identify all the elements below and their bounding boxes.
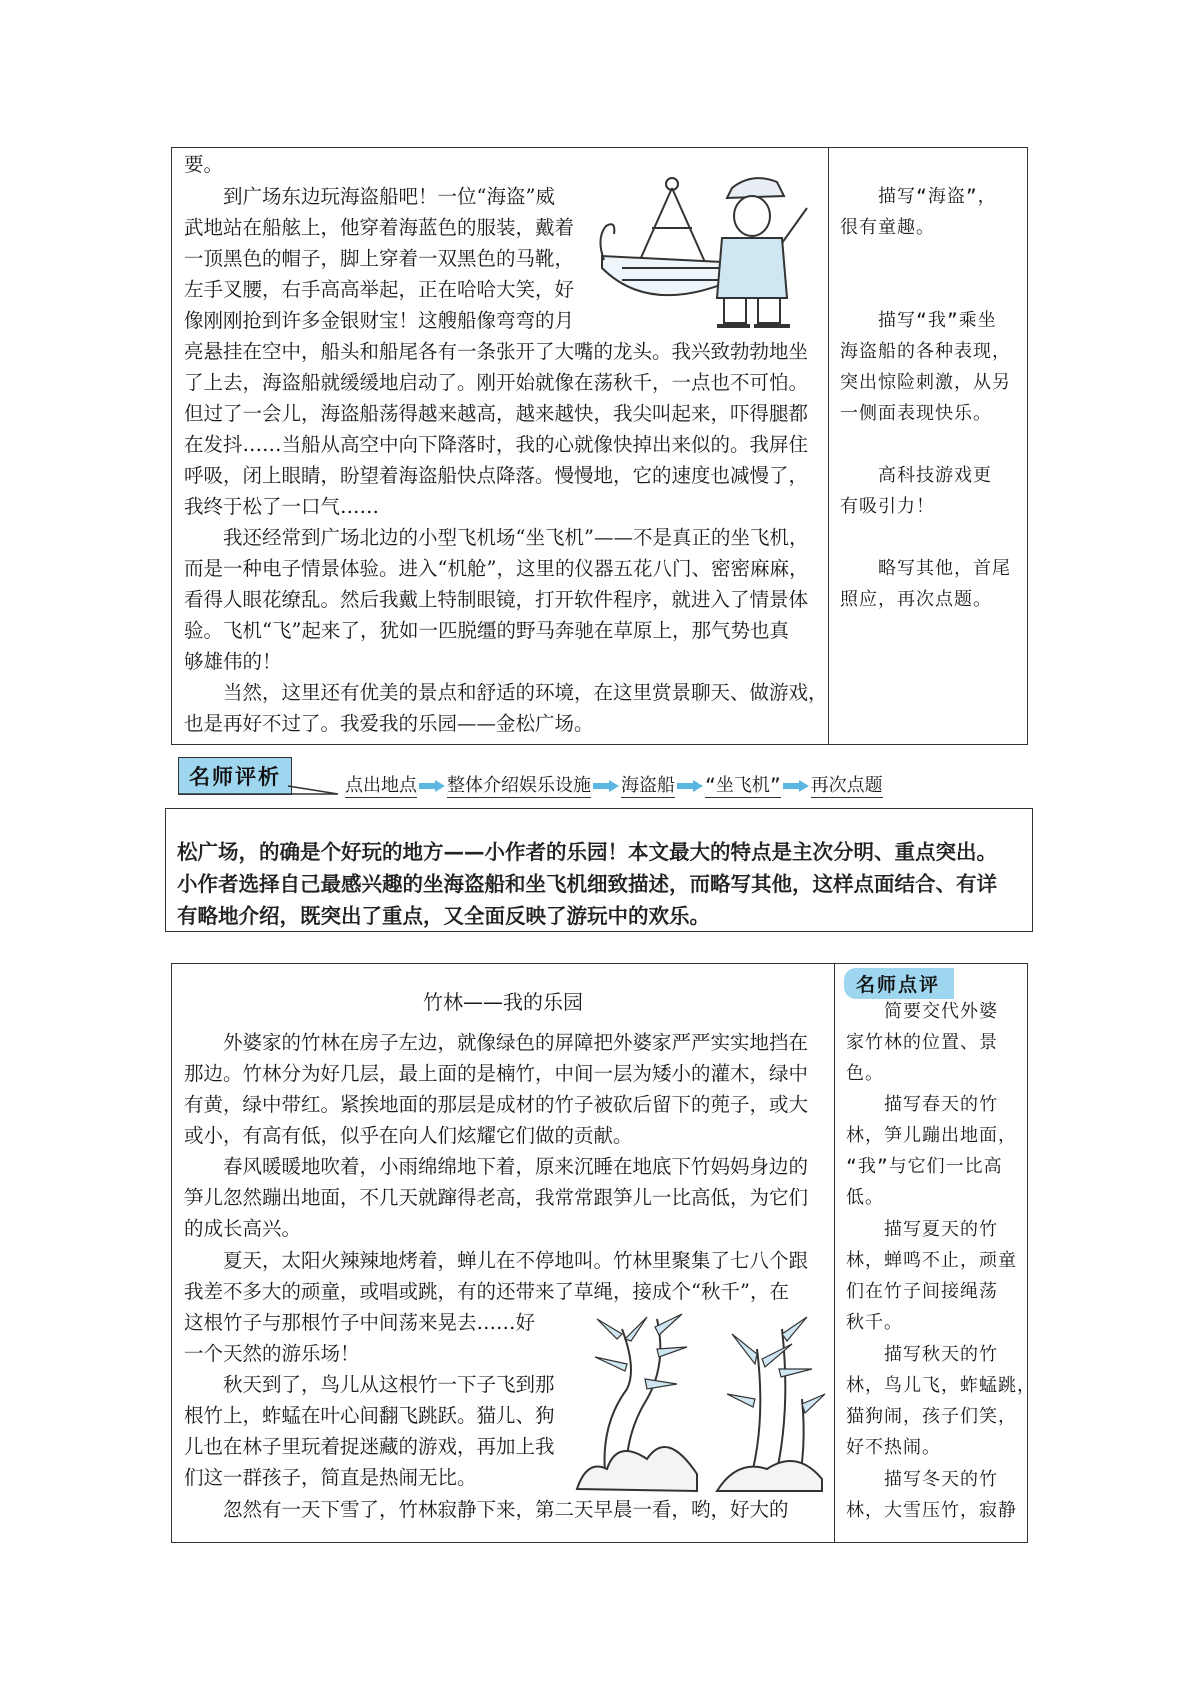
text-line: 春风暖暖地吹着，小雨绵绵地下着，原来沉睡在地底下竹妈妈身边的 [184,1155,809,1178]
text-line: 呼吸，闭上眼睛，盼望着海盗船快点降落。慢慢地，它的速度也减慢了， [184,464,809,487]
comment-text: 描写春天的竹 林，笋儿蹦出地面， “我”与它们一比高 低。 [846,1094,1017,1208]
right-arrow-icon [593,780,619,792]
text-line: 但过了一会儿，海盗船荡得越来越高，越来越快，我尖叫起来，吓得腿都 [184,402,809,425]
comment-column [834,964,835,1542]
flow-step: 整体介绍娱乐设施 [447,775,591,796]
comment-text: 略写其他，首尾 照应，再次点题。 [840,558,1011,610]
text-line: 我终于松了一口气…… [184,495,380,518]
text-line: 夏天，太阳火辣辣地烤着，蝉儿在不停地叫。竹林里聚集了七八个跟 [184,1249,809,1272]
comment-text: 描写“海盗”， 很有童趣。 [840,186,997,238]
text-line: 亮悬挂在空中，船头和船尾各有一条张开了大嘴的龙头。我兴致勃勃地坐 [184,340,809,363]
essay-box-2 [171,963,1036,1543]
text-line: 要。 [184,153,224,176]
flow-step: 海盗船 [621,775,675,796]
flow-step: 点出地点 [345,775,417,796]
flow-step: 再次点题 [810,775,883,796]
text-line: 验。飞机“飞”起来了，犹如一匹脱缰的野马奔驰在草原上，那气势也真 [184,619,789,642]
analysis-line: 松广场，的确是个好玩的地方——小作者的乐园！本文最大的特点是主次分明、重点突出。 [177,840,997,864]
comment-text: 描写秋天的竹 林，鸟儿飞，蚱蜢跳， 猫狗闹，孩子们笑， 好不热闹。 [846,1344,1036,1458]
analysis-flow [345,771,883,797]
text-line: 的成长高兴。 [184,1217,302,1240]
text-line: 外婆家的竹林在房子左边，就像绿色的屏障把外婆家严严实实地挡在 [184,1031,809,1054]
comment-text: 描写夏天的竹 林，蝉鸣不止，顽童 们在竹子间接绳荡 秋千。 [846,1219,1017,1333]
text-line: 秋天到了，鸟儿从这根竹一下子飞到那 [184,1373,555,1396]
essay-box-1 [171,147,1028,745]
text-line: 这根竹子与那根竹子中间荡来晃去……好 [184,1311,536,1334]
comment-column [828,148,829,744]
right-arrow-icon [677,780,703,792]
text-line: 笋儿忽然蹦出地面，不几天就蹿得老高，我常常跟笋儿一比高低，为它们 [184,1186,809,1209]
comment-text: 描写“我”乘坐 海盗船的各种表现， 突出惊险刺激，从另 一侧面表现快乐。 [840,310,1011,424]
analysis-box [165,808,1033,932]
comment-text: 简要交代外婆 家竹林的位置、景 色。 [846,1001,998,1084]
text-line: 那边。竹林分为好几层，最上面的是楠竹，中间一层为矮小的灌木，绿中 [184,1062,809,1085]
right-arrow-icon [419,780,445,792]
essay-title: 竹林——我的乐园 [423,990,583,1014]
text-line: 到广场东边玩海盗船吧！一位“海盗”威 [184,185,555,208]
analysis-line: 有略地介绍，既突出了重点，又全面反映了游玩中的欢乐。 [177,904,710,928]
text-line: 左手叉腰，右手高高举起，正在哈哈大笑，好 [184,278,575,301]
analysis-line: 小作者选择自己最感兴趣的坐海盗船和坐飞机细致描述，而略写其他，这样点面结合、有详 [177,872,997,896]
text-line: 像刚刚抢到许多金银财宝！这艘船像弯弯的月 [184,309,575,332]
text-line: 看得人眼花缭乱。然后我戴上特制眼镜，打开软件程序，就进入了情景体 [184,588,809,611]
text-line: 当然，这里还有优美的景点和舒适的环境，在这里赏景聊天、做游戏， [184,681,828,704]
comment-text: 高科技游戏更 有吸引力！ [840,465,992,517]
text-line: 儿也在林子里玩着捉迷藏的游戏，再加上我 [184,1435,555,1458]
tag-underline-icon [178,784,348,796]
text-line: 而是一种电子情景体验。进入“机舱”，这里的仪器五花八门、密密麻麻， [184,557,809,580]
text-line: 有黄，绿中带红。紧挨地面的那层是成材的竹子被砍后留下的蔸子，或大 [184,1093,809,1116]
text-line: 根竹上，蚱蜢在叶心间翻飞跳跃。猫儿、狗 [184,1404,555,1427]
text-line: 我差不多大的顽童，或唱或跳，有的还带来了草绳，接成个“秋千”，在 [184,1280,789,1303]
flow-step: “坐飞机” [705,775,781,796]
bamboo-illustration [567,1309,829,1494]
text-line: 在发抖……当船从高空中向下降落时，我的心就像快掉出来似的。我屏住 [184,433,809,456]
comment-text: 描写冬天的竹 林，大雪压竹，寂静 [846,1469,1017,1521]
text-line: 武地站在船舷上，他穿着海蓝色的服装，戴着 [184,216,575,239]
right-arrow-icon [783,780,809,792]
text-line: 或小，有高有低，似乎在向人们炫耀它们做的贡献。 [184,1124,633,1147]
text-line: 们这一群孩子，简直是热闹无比。 [184,1466,477,1489]
text-line: 也是再好不过了。我爱我的乐园——金松广场。 [184,712,594,735]
comment-tag: 名师点评 [844,968,954,999]
text-line: 够雄伟的！ [184,650,282,673]
text-line: 了上去，海盗船就缓缓地启动了。刚开始就像在荡秋千，一点也不可怕。 [184,371,809,394]
pirate-ship-illustration [592,168,817,333]
text-line: 忽然有一天下雪了，竹林寂静下来，第二天早晨一看，哟，好大的 [184,1498,789,1521]
text-line: 一顶黑色的帽子，脚上穿着一双黑色的马靴， [184,247,575,270]
analysis-tag: 名师评析 [178,757,292,795]
text-line: 我还经常到广场北边的小型飞机场“坐飞机”——不是真正的坐飞机， [184,526,809,549]
text-line: 一个天然的游乐场！ [184,1342,360,1365]
